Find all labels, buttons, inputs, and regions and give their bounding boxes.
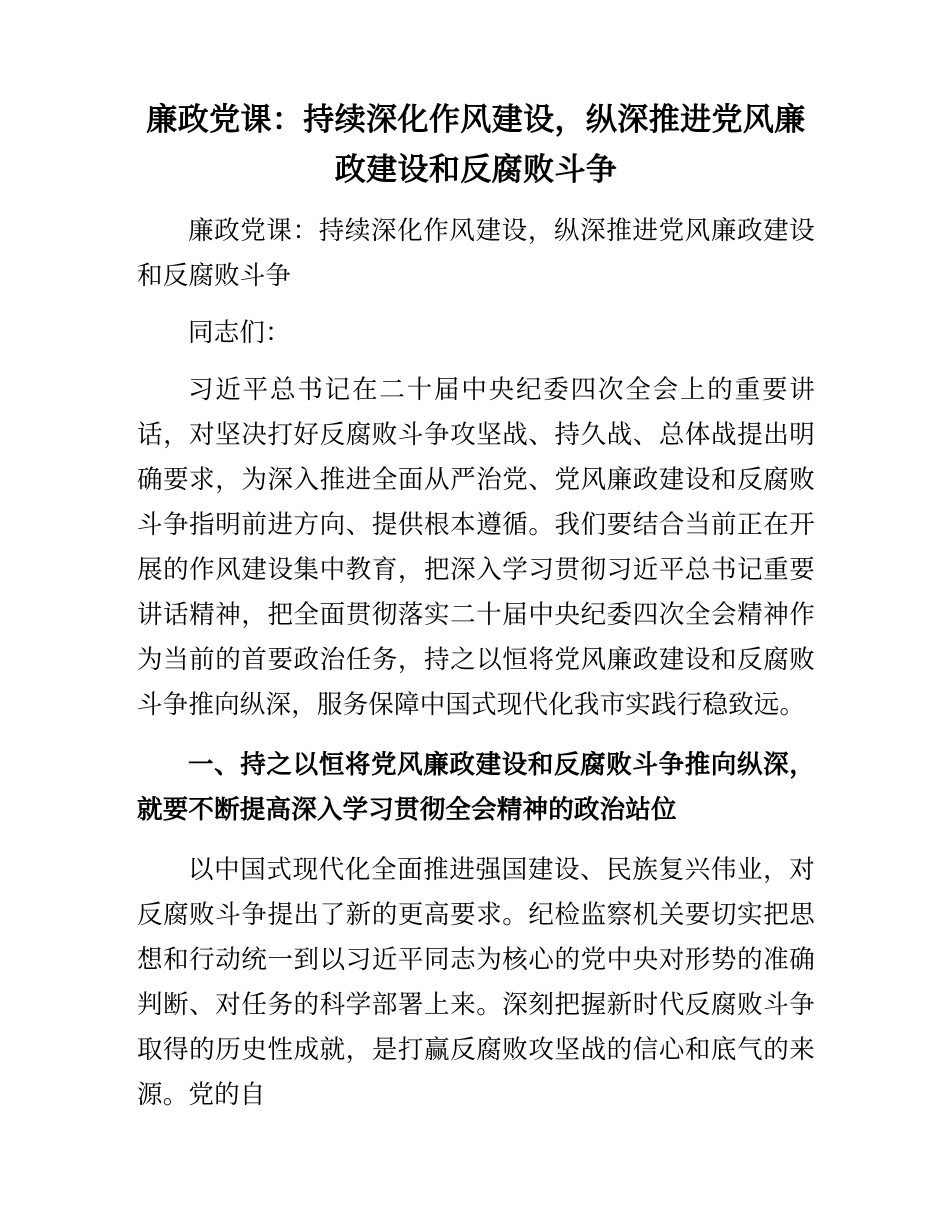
paragraph-spacer [137, 734, 815, 743]
paragraph-spacer [137, 839, 815, 848]
paragraph-salutation: 同志们： [188, 319, 291, 347]
paragraph-spacer [137, 361, 815, 368]
paragraph-intro: 习近平总书记在二十届中央纪委四次全会上的重要讲话，对坚决打好反腐败斗争攻坚战、持久战、总体战提出明确要求，为深入推进全面从严治党、党风廉政建设和反腐败斗争指明前进方向、提供根本遵循。我们要结合当前正在开展的作风建设集中教育，把深入学习贯彻习近平总书记重要讲话精神，把全面贯彻落实二十届中央纪委四次全会精神作为当前的首要政治任务，持之以恒将党风廉政建设和反腐败斗争推向纵深，服务保障中国式现代化我市实践行稳致远。 [137, 376, 815, 719]
paragraph-subtitle: 廉政党课：持续深化作风建设，纵深推进党风廉政建设和反腐败斗争 [137, 217, 815, 290]
paragraph-spacer [137, 304, 815, 311]
page-content [137, 95, 815, 1124]
section-heading-one: 一、持之以恒将党风廉政建设和反腐败斗争推向纵深，就要不断提高深入学习贯彻全会精神的政治站位 [137, 751, 815, 824]
paragraph-section-one-body: 以中国式现代化全面推进强国建设、民族复兴伟业，对反腐败斗争提出了新的更高要求。纪检监察机关要切实把思想和行动统一到以习近平同志为核心的党中央对形势的准确判断、对任务的科学部署上来。深刻把握新时代反腐败斗争取得的历史性成就，是打赢反腐败攻坚战的信心和底气的来源。党的自 [137, 856, 815, 1109]
page-title: 廉政党课：持续深化作风建设，纵深推进党风廉政建设和反腐败斗争 [146, 102, 806, 187]
